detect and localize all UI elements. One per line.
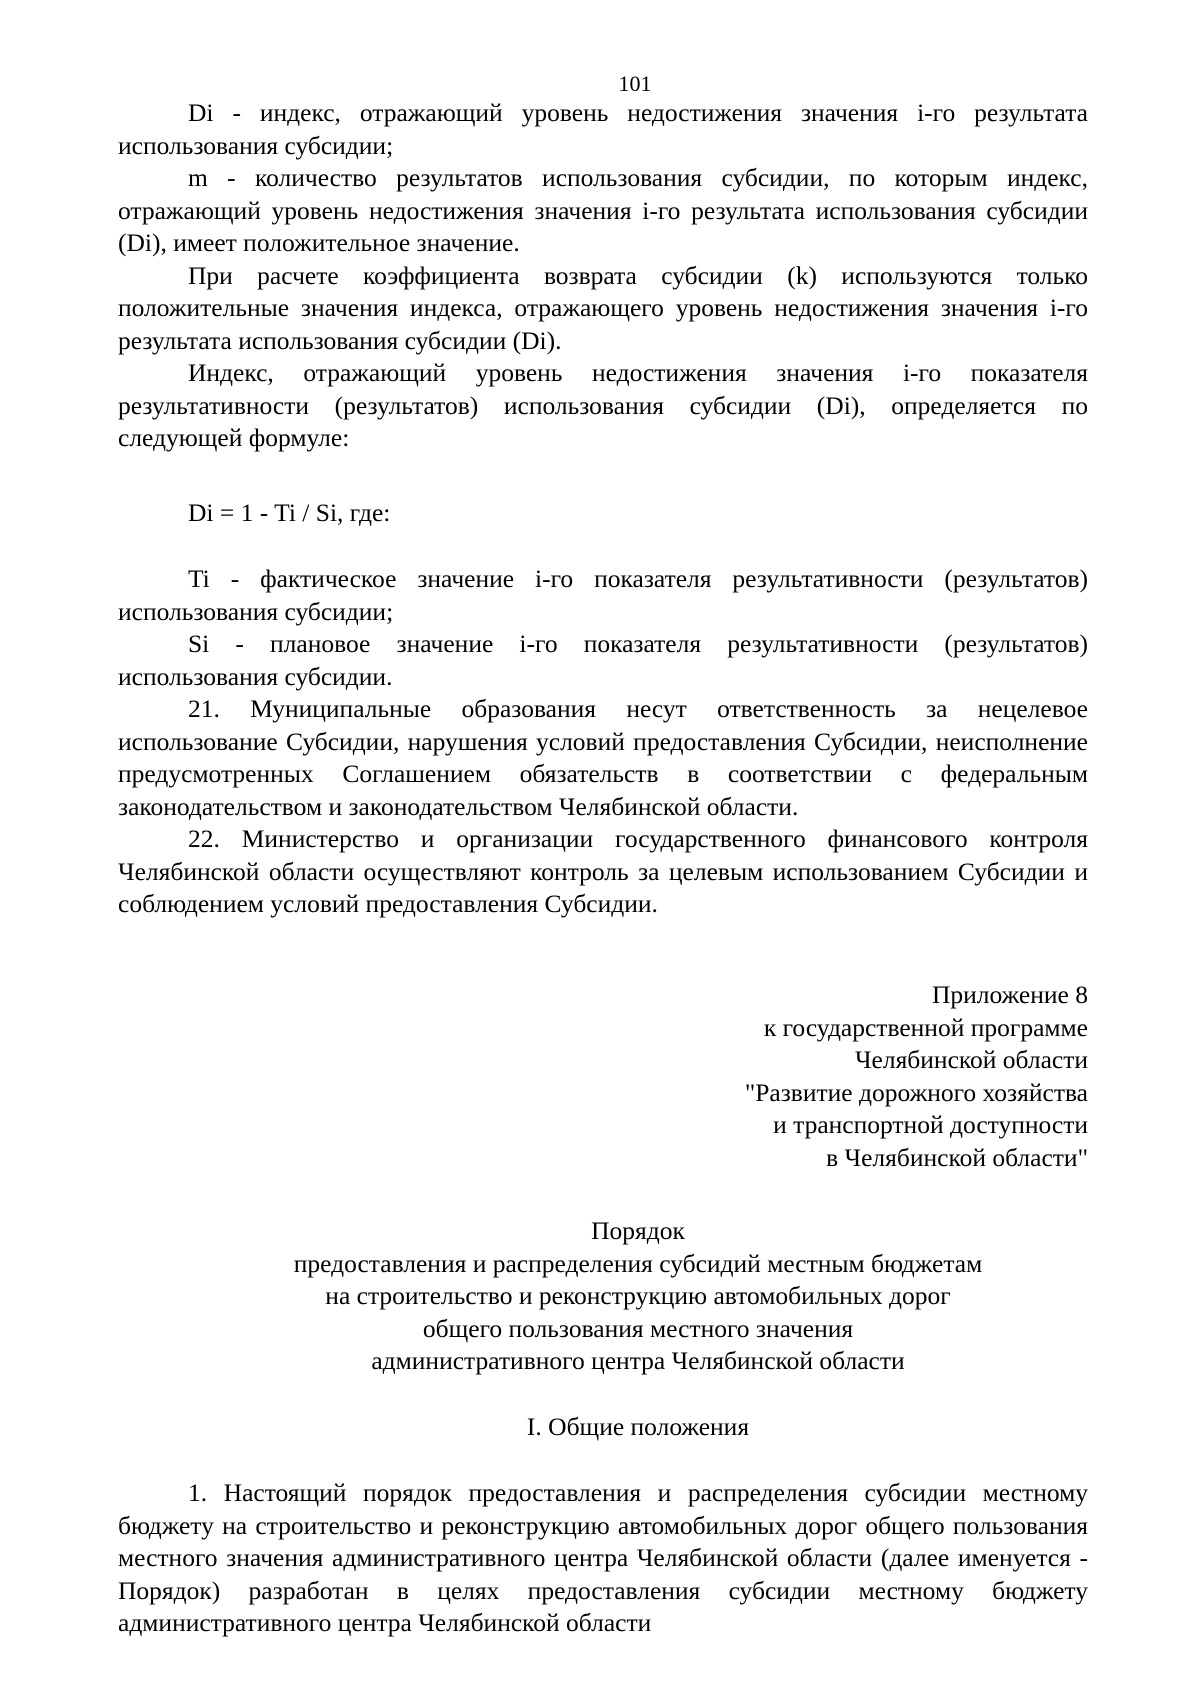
paragraph-ti-definition: Ti - фактическое значение i-го показателя результативности (результатов) использования субсидии; [118,564,1088,626]
section-heading: I. Общие положения [526,1412,750,1441]
paragraph-21: 21. Муниципальные образования несут ответственность за нецелевое использование Субсидии, нарушения условий предоставления Субсидии, неисполнение предусмотренных Соглашением обязательств в соответствии с федеральным законодательством и законодательством Челябинской области. [118,694,1088,821]
title-line: Порядок [591,1216,685,1245]
appendix-header [588,979,1088,1174]
paragraph-22: 22. Министерство и организации государственного финансового контроля Челябинской области осуществляют контроль за целевым использованием Субсидии и соблюдением условий предоставления Субсидии. [118,824,1088,918]
paragraph-k-calculation: При расчете коэффициента возврата субсидии (k) используются только положительные значения индекса, отражающего уровень недостижения значения i-го результата использования субсидии (Di). [118,260,1088,355]
title-line: на строительство и реконструкцию автомобильных дорог [325,1281,951,1310]
appendix-line: к государственной программе [763,1012,1088,1042]
appendix-line: в Челябинской области" [826,1142,1088,1172]
appendix-line: "Развитие дорожного хозяйства [744,1077,1088,1107]
paragraph-1: 1. Настоящий порядок предоставления и распределения субсидии местному бюджету на строительство и реконструкцию автомобильных дорог общего пользования местного значения административного центра Челябинской области (далее именуется - Порядок) разработан в целях предоставления субсидии местному бюджету административного центра Челябинской области [118,1478,1088,1637]
title-line: административного центра Челябинской области [371,1346,905,1375]
appendix-line: и транспортной доступности [773,1110,1088,1139]
paragraph-di-definition: Di - индекс, отражающий уровень недостижения значения i-го результата использования субсидии; [118,98,1088,160]
title-line: общего пользования местного значения [422,1313,854,1343]
paragraph-m-definition: m - количество результатов использования субсидии, по которым индекс, отражающий уровень недостижения значения i-го результата использования субсидии (Di), имеет положительное значение. [118,163,1088,257]
paragraph-formula-intro: Индекс, отражающий уровень недостижения значения i-го показателя результативности (результатов) использования субсидии (Di), определяется по следующей формуле: [118,358,1088,452]
formula: Di = 1 - Ti / Si, где: [188,498,391,527]
document-title [118,1215,1158,1378]
middle-text-block [118,563,1088,921]
paragraph-si-definition: Si - плановое значение i-го показателя результативности (результатов) использования субсидии. [118,629,1088,691]
top-text-block [118,97,1088,455]
appendix-line: Челябинской области [854,1045,1088,1074]
appendix-line: Приложение 8 [932,980,1088,1009]
formula-block [118,497,1088,530]
page-number: 101 [618,71,652,96]
bottom-text-block [118,1477,1088,1640]
title-line: предоставления и распределения субсидий местным бюджетам [293,1248,983,1278]
